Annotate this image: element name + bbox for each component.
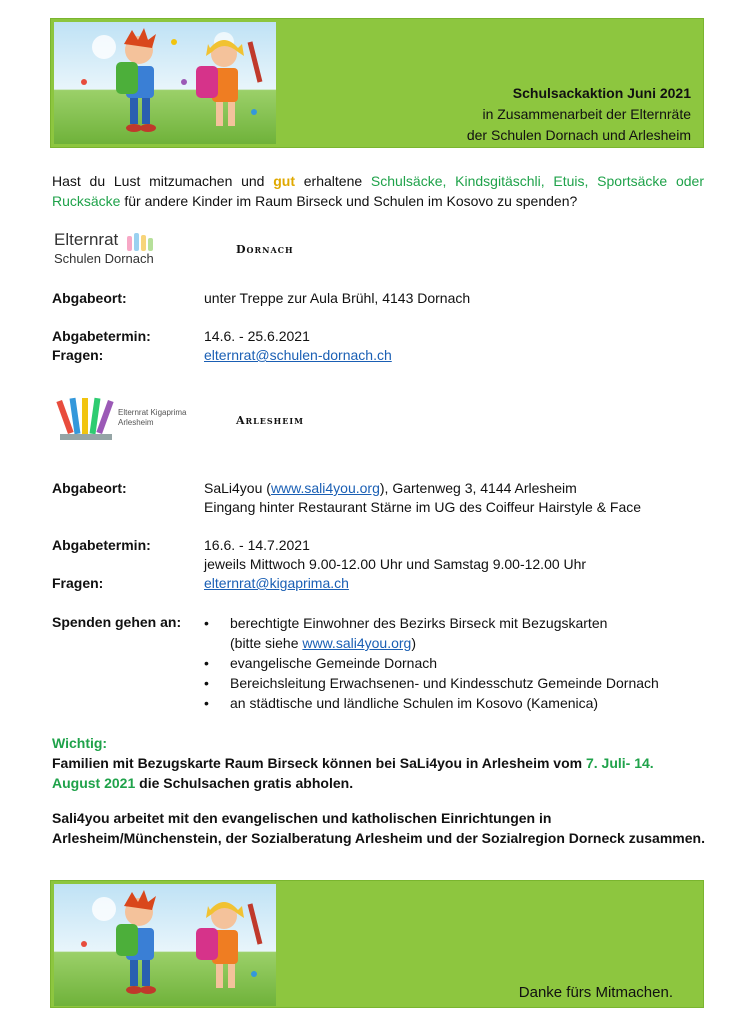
pickup-dates: 7. Juli- 14. August 2021 — [52, 755, 654, 791]
arlesheim-termin-label: Abgabetermin: — [52, 537, 151, 553]
intro-items: Schulsäcke, Kindsgitäschli, Etuis, Sportsäcke oder Rucksäcke — [52, 173, 704, 209]
intro-text-3: für andere Kinder im Raum Birseck und Schulen im Kosovo zu spenden? — [120, 193, 578, 209]
dornach-abgabeort-label: Abgabeort: — [52, 290, 127, 306]
footer-banner — [50, 880, 704, 1008]
intro-emphasis: gut — [273, 173, 295, 189]
arlesheim-termin-line2: jeweils Mittwoch 9.00-12.00 Uhr und Samstag 9.00-12.00 Uhr — [204, 556, 587, 572]
list-item: • evangelische Gemeinde Dornach — [204, 653, 659, 673]
kids-with-schoolbags-image — [54, 22, 276, 144]
dornach-email-link[interactable]: elternrat@schulen-dornach.ch — [204, 347, 392, 363]
logo-kigaprima-line1: Elternrat Kigaprima — [118, 408, 187, 417]
dornach-abgabeort-value: unter Treppe zur Aula Brühl, 4143 Dornach — [204, 290, 471, 306]
intro-paragraph — [52, 171, 704, 211]
logo-dornach-line1: Elternrat — [54, 230, 119, 249]
campaign-subtitle-2: der Schulen Dornach und Arlesheim — [466, 127, 691, 143]
intro-text-2: erhaltene — [295, 173, 371, 189]
header-banner — [50, 18, 704, 148]
elternrat-kigaprima-logo — [56, 390, 196, 454]
town-heading-arlesheim: Arlesheim — [236, 414, 304, 427]
spenden-label: Spenden gehen an: — [52, 614, 182, 630]
campaign-subtitle-1: in Zusammenarbeit der Elternräte — [482, 106, 691, 122]
kids-illustration-footer — [54, 884, 276, 1006]
banner-title — [467, 83, 691, 146]
dornach-fragen-label: Fragen: — [52, 347, 104, 363]
arlesheim-email-link[interactable]: elternrat@kigaprima.ch — [204, 575, 349, 591]
list-item: • berechtigte Einwohner des Bezirks Birseck mit Bezugskarten (bitte siehe www.sali4you.org) — [204, 613, 659, 653]
town-heading-dornach: Dornach — [236, 243, 294, 256]
important-notice: Wichtig: Familien mit Bezugskarte Raum Birseck können bei SaLi4you in Arlesheim vom 7. Juli- 14. August 2021 die Schulsachen gratis abholen. — [52, 733, 702, 793]
kids-illustration — [54, 22, 276, 144]
kids-with-schoolbags-image — [54, 884, 276, 1006]
dornach-termin-label: Abgabetermin: — [52, 328, 151, 344]
important-label: Wichtig: — [52, 735, 108, 751]
kigaprima-emblem-icon — [56, 390, 116, 450]
arlesheim-fragen-label: Fragen: — [52, 575, 104, 591]
spenden-list — [204, 613, 659, 713]
dornach-termin-value: 14.6. - 25.6.2021 — [204, 328, 310, 344]
sali4you-link[interactable]: www.sali4you.org — [270, 480, 380, 496]
intro-text-1: Hast du Lust mitzumachen und — [52, 173, 274, 189]
partner-note: Sali4you arbeitet mit den evangelischen und katholischen Einrichtungen in Arlesheim/Münchenstein, der Sozialberatung Arlesheim und der Sozialregion Dorneck zusammen. — [52, 810, 705, 846]
arlesheim-abgabeort-line2: Eingang hinter Restaurant Stärne im UG des Coiffeur Hairstyle & Face — [204, 499, 642, 515]
list-item: • Bereichsleitung Erwachsenen- und Kindesschutz Gemeinde Dornach — [204, 673, 659, 693]
elternrat-dornach-logo — [54, 230, 174, 266]
logo-dornach-line2: Schulen Dornach — [54, 250, 154, 266]
arlesheim-termin-value: 16.6. - 14.7.2021 jeweils Mittwoch 9.00-12.00 Uhr und Samstag 9.00-12.00 Uhr — [204, 537, 587, 572]
arlesheim-abgabeort-value: SaLi4you (www.sali4you.org), Gartenweg 3, 4144 Arlesheim Eingang hinter Restaurant Stärne im UG des Coiffeur Hairstyle & Face — [204, 480, 642, 515]
sali4you-link-2[interactable]: www.sali4you.org — [302, 635, 412, 651]
list-item: • an städtische und ländliche Schulen im Kosovo (Kamenica) — [204, 693, 659, 713]
family-figures-icon — [126, 231, 156, 251]
arlesheim-abgabeort-label: Abgabeort: — [52, 480, 127, 496]
logo-kigaprima-line2: Arlesheim — [118, 418, 154, 427]
thanks-text: Danke fürs Mitmachen. — [518, 984, 673, 1001]
campaign-title: Schulsackaktion Juni 2021 — [512, 85, 691, 101]
